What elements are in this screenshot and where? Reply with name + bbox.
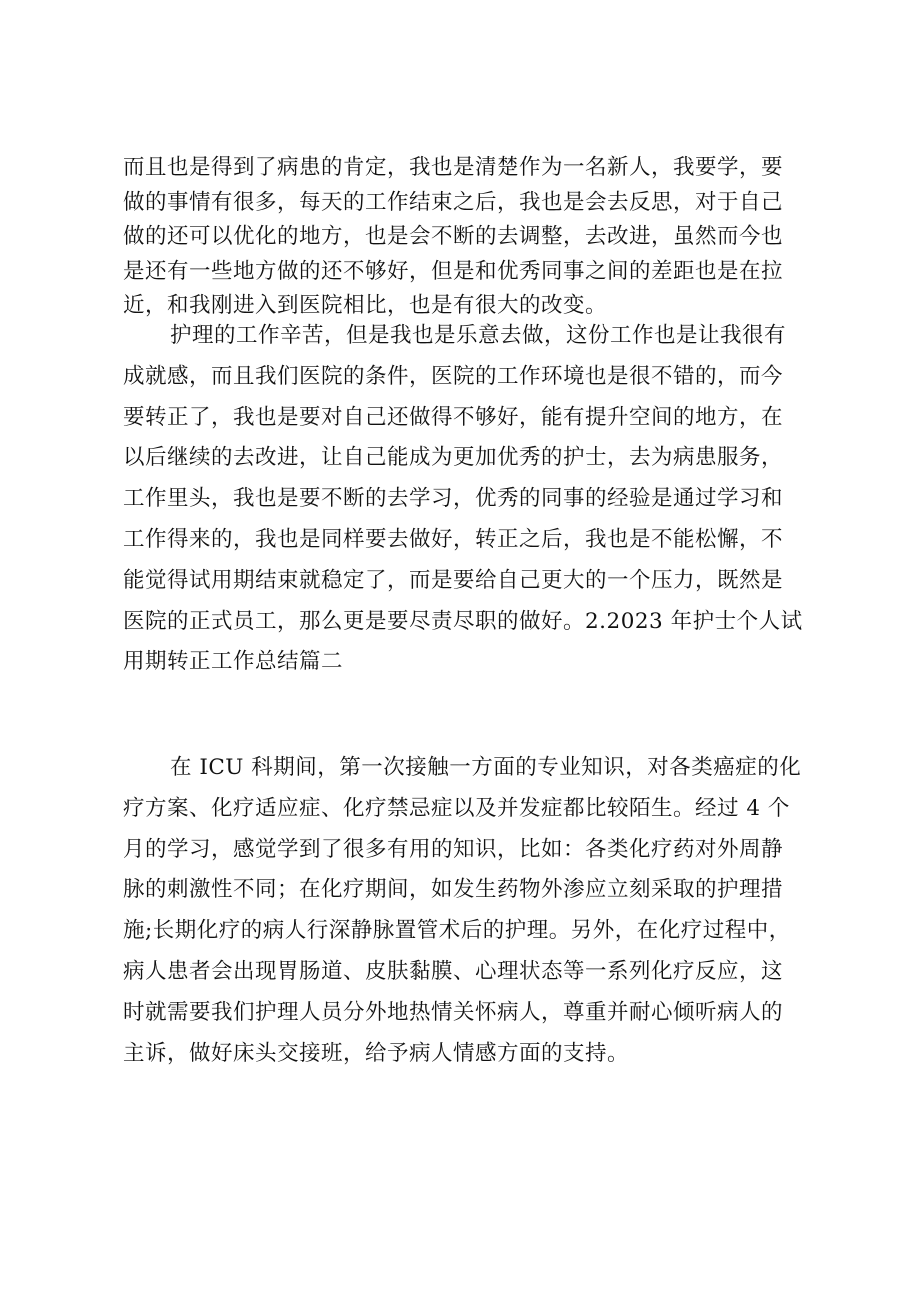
paragraph-line: 成就感，而且我们医院的条件，医院的工作环境也是很不错的，而今 — [123, 363, 784, 389]
paragraph-line: 以后继续的去改进，让自己能成为更加优秀的护士，去为病患服务， — [123, 445, 784, 471]
paragraph-line: 是还有一些地方做的还不够好，但是和优秀同事之间的差距也是在拉 — [123, 258, 784, 284]
paragraph-line: 医院的正式员工，那么更是要尽责尽职的做好。2.2023 年护士个人试 — [123, 608, 803, 634]
paragraph-1 — [123, 150, 823, 323]
paragraph-line: 主诉，做好床头交接班，给予病人情感方面的支持。 — [123, 1040, 630, 1066]
paragraph-line: 近，和我刚进入到医院相比，也是有很大的改变。 — [123, 293, 608, 318]
paragraph-line: 脉的刺激性不同；在化疗期间，如发生药物外渗应立刻采取的护理措 — [123, 877, 784, 903]
paragraph-line: 病人患者会出现胃肠道、皮肤黏膜、心理状态等一系列化疗反应，这 — [123, 958, 784, 984]
paragraph-line: 做的还可以优化的地方，也是会不断的去调整，去改进，虽然而今也 — [123, 224, 784, 249]
paragraph-line: 月的学习，感觉学到了很多有用的知识，比如：各类化疗药对外周静 — [123, 836, 784, 862]
paragraph-line: 疗方案、化疗适应症、化疗禁忌症以及并发症都比较陌生。经过 4 个 — [123, 795, 790, 821]
paragraph-line: 施;长期化疗的病人行深静脉置管术后的护理。另外，在化疗过程中， — [123, 918, 791, 944]
paragraph-line: 时就需要我们护理人员分外地热情关怀病人，尊重并耐心倾听病人的 — [123, 999, 784, 1025]
paragraph-line: 用期转正工作总结篇二 — [123, 649, 344, 675]
paragraph-line: 做的事情有很多，每天的工作结束之后，我也是会去反思，对于自己 — [123, 189, 784, 215]
paragraph-line: 在 ICU 科期间，第一次接触一方面的专业知识，对各类癌症的化 — [170, 755, 802, 780]
paragraph-line: 要转正了，我也是要对自己还做得不够好，能有提升空间的地方，在 — [123, 404, 784, 430]
paragraph-line: 工作得来的，我也是同样要去做好，转正之后，我也是不能松懈，不 — [123, 526, 784, 552]
paragraph-2 — [123, 318, 823, 685]
paragraph-line: 而且也是得到了病患的肯定，我也是清楚作为一名新人，我要学，要 — [123, 155, 784, 180]
paragraph-line: 能觉得试用期结束就稳定了，而是要给自己更大的一个压力，既然是 — [123, 567, 784, 593]
paragraph-line: 工作里头，我也是要不断的去学习，优秀的同事的经验是通过学习和 — [123, 486, 784, 512]
paragraph-3 — [123, 750, 823, 1076]
paragraph-line: 护理的工作辛苦，但是我也是乐意去做，这份工作也是让我很有 — [170, 323, 787, 348]
